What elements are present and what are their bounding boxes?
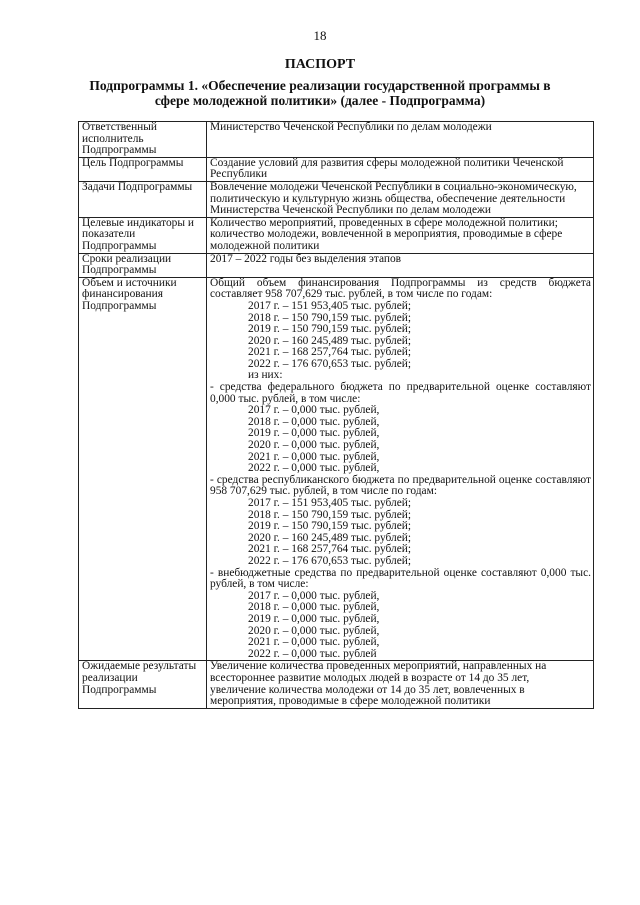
row-label: Ответственный исполнитель Подпрограммы <box>79 122 207 158</box>
results-value: Увеличение количества проведенных мероприятий, направленных на всестороннее развитие молодых людей в возрасте от 14 до 35 лет, увеличение количества молодежи от 14 до 35 лет, вовлеченных в мероприятия, проводимые в сфере молодежной политики <box>207 661 594 708</box>
table-row <box>79 157 594 181</box>
republic-intro: - средства республиканского бюджета по предварительной оценке составляют 958 707,629 тыс. рублей, в том числе по годам: <box>210 473 591 498</box>
row-label: Целевые индикаторы и показатели Подпрограммы <box>79 217 207 253</box>
year-amount-line: 2017 г. – 151 953,405 тыс. рублей; <box>248 299 412 312</box>
year-amount-line: 2022 г. – 0,000 тыс. рублей, <box>248 462 380 475</box>
document-title: ПАСПОРТ <box>284 57 356 72</box>
results-label: Ожидаемые результаты реализации Подпрограммы <box>79 661 207 708</box>
document-subtitle: Подпрограммы 1. «Обеспечение реализации государственной программы в сфере молодежной политики» (далее - Подпрограмма) <box>89 78 551 108</box>
year-amount-line: 2021 г. – 0,000 тыс. рублей, <box>248 636 380 649</box>
year-amount-line: 2022 г. – 176 670,653 тыс. рублей; <box>248 357 412 370</box>
table-row <box>79 217 594 253</box>
funding-label: Объем и источники финансирования Подпрограммы <box>79 277 207 661</box>
year-amount-line: 2019 г. – 0,000 тыс. рублей, <box>248 612 380 625</box>
table-row <box>79 122 594 158</box>
row-value: Создание условий для развития сферы молодежной политики Чеченской Республики <box>207 157 594 181</box>
year-amount-line: 2017 г. – 151 953,405 тыс. рублей; <box>248 497 412 509</box>
of-them-label: из них: <box>248 369 283 382</box>
table-row <box>79 253 594 277</box>
extra-years-list <box>210 591 591 661</box>
year-amount-line: 2018 г. – 150 790,159 тыс. рублей; <box>248 311 412 324</box>
page-number: 18 <box>313 28 327 43</box>
year-amount-line: 2018 г. – 150 790,159 тыс. рублей; <box>248 508 412 521</box>
year-amount-line: 2021 г. – 168 257,764 тыс. рублей; <box>248 543 412 556</box>
year-amount-line: 2019 г. – 150 790,159 тыс. рублей; <box>248 520 412 533</box>
federal-intro: - средства федерального бюджета по предварительной оценке составляют 0,000 тыс. рублей, в том числе: <box>210 381 591 405</box>
year-amount-line: 2020 г. – 160 245,489 тыс. рублей; <box>248 334 412 347</box>
year-amount-line: 2021 г. – 168 257,764 тыс. рублей; <box>248 346 412 359</box>
funding-intro: Общий объем финансирования Подпрограммы из средств бюджета составляет 958 707,629 тыс. рублей, в том числе по годам: <box>210 276 591 301</box>
year-amount-line: 2020 г. – 0,000 тыс. рублей, <box>248 624 380 637</box>
row-label: Сроки реализации Подпрограммы <box>79 253 207 277</box>
table-row <box>79 181 594 217</box>
funding-row <box>79 277 594 661</box>
year-amount-line: 2019 г. – 0,000 тыс. рублей, <box>248 427 380 440</box>
extra-budget-intro: - внебюджетные средства по предварительной оценке составляют 0,000 тыс. рублей, в том числе: <box>210 566 591 591</box>
year-amount-line: 2017 г. – 0,000 тыс. рублей, <box>248 404 380 417</box>
row-label: Цель Подпрограммы <box>79 157 207 181</box>
row-value: Министерство Чеченской Республики по делам молодежи <box>207 122 594 158</box>
year-amount-line: 2018 г. – 0,000 тыс. рублей, <box>248 415 380 428</box>
funding-value <box>207 277 594 661</box>
passport-table <box>78 121 594 709</box>
year-amount-line: 2017 г. – 0,000 тыс. рублей, <box>248 589 380 602</box>
row-value: Количество мероприятий, проведенных в сфере молодежной политики; количество молодежи, вовлеченной в мероприятия, проводимые в сфере молодежной политики <box>207 217 594 253</box>
row-label: Задачи Подпрограммы <box>79 181 207 217</box>
total-years-list <box>210 301 591 371</box>
year-amount-line: 2021 г. – 0,000 тыс. рублей, <box>248 450 380 463</box>
year-amount-line: 2018 г. – 0,000 тыс. рублей, <box>248 601 380 614</box>
year-amount-line: 2020 г. – 0,000 тыс. рублей, <box>248 439 380 452</box>
year-amount-line: 2022 г. – 176 670,653 тыс. рублей; <box>248 554 412 567</box>
row-value: Вовлечение молодежи Чеченской Республики в социально-экономическую, политическую и культурную жизнь общества, обеспечение деятельности Министерства Чеченской Республики по делам молодежи <box>207 181 594 217</box>
republic-years-list <box>210 498 591 568</box>
row-value: 2017 – 2022 годы без выделения этапов <box>207 253 594 277</box>
year-amount-line: 2019 г. – 150 790,159 тыс. рублей; <box>248 323 412 336</box>
year-amount-line: 2020 г. – 160 245,489 тыс. рублей; <box>248 531 412 544</box>
federal-years-list <box>210 405 591 475</box>
year-amount-line: 2022 г. – 0,000 тыс. рублей <box>248 647 377 660</box>
results-row <box>79 661 594 708</box>
